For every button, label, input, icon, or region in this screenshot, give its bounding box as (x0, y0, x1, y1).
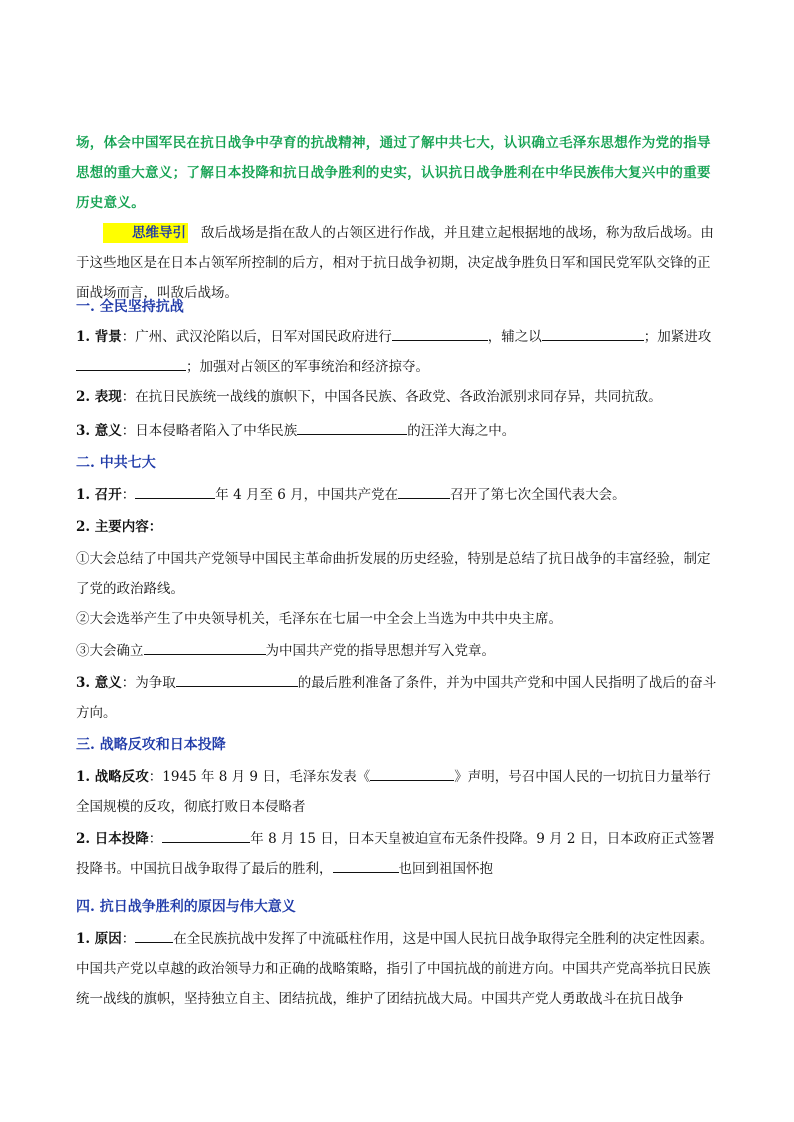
item-label: 2. 表现 (76, 389, 122, 405)
section-title-3: 三. 战略反攻和日本投降 (76, 737, 226, 753)
item-text: ；加紧进攻 (643, 329, 712, 345)
item-text: 也回到祖国怀抱 (398, 861, 493, 877)
sec2-item-convene (76, 480, 718, 510)
sec2-item-significance (76, 668, 718, 728)
thinking-guide-text: 敌后战场是指在敌人的占领区进行作战，并且建立起根据地的战场，称为敌后战场。由于这些地区是在日本占领军所控制的后方，相对于抗日战争初期，决定战争胜负日军和国民党军队交锋的正面战场而言，叫敌后战场。 (76, 225, 714, 301)
item-text: ：在抗日民族统一战线的旗帜下，中国各民族、各政党、各政治派别求同存异，共同抗敌。 (121, 389, 662, 405)
item-text: 年 4 月至 6 月，中国共产党在 (215, 487, 399, 503)
fill-blank[interactable] (333, 856, 399, 873)
item-label: 1. 召开 (76, 487, 122, 503)
fill-blank[interactable] (176, 670, 298, 687)
sec3-item-surrender (76, 824, 718, 884)
section-title-1: 一. 全民坚持抗战 (76, 299, 184, 315)
item-text: 在全民族抗战中发挥了中流砥柱作用，这是中国人民抗日战争取得完全胜利的决定性因素。中国共产党以卓越的政治领导力和正确的战略策略，指引了中国抗战的前进方向。中国共产党高举抗日民族统一战线的旗帜，坚持独立自主、团结抗战，维护了团结抗战大局。中国共产党人勇敢战斗在抗日战争 (76, 931, 714, 1007)
fill-blank[interactable] (542, 324, 644, 341)
item-text: 的汪洋大海之中。 (407, 423, 516, 439)
thinking-guide-tag: 思维导引 (103, 223, 188, 243)
sec1-item-significance (76, 416, 718, 446)
item-text: ：1945 年 8 月 9 日，毛泽东发表《 (148, 769, 371, 785)
item-text: 为中国共产党的指导思想并写入党章。 (265, 643, 495, 659)
item-label: 1. 原因 (76, 931, 122, 947)
item-label: 1. 战略反攻 (76, 769, 149, 785)
sec2-content-point-2: ②大会选举产生了中央领导机关，毛泽东在七届一中全会上当选为中共中央主席。 (76, 611, 562, 627)
fill-blank[interactable] (297, 418, 407, 435)
sec2-content-point-1: ①大会总结了中国共产党领导中国民主革命曲折发展的历史经验，特别是总结了抗日战争的丰富经验，制定了党的政治路线。 (76, 551, 711, 597)
fill-blank[interactable] (162, 826, 250, 843)
sec1-item-background (76, 322, 718, 382)
item-text: ： (121, 931, 136, 947)
fill-blank[interactable] (398, 482, 450, 499)
item-text: ： (148, 831, 163, 847)
fill-blank[interactable] (135, 482, 215, 499)
item-label: 3. 意义 (76, 675, 122, 691)
item-label: 1. 背景 (76, 329, 122, 345)
item-text: ，辅之以 (487, 329, 542, 345)
sec1-item-performance (76, 382, 718, 412)
item-text: 召开了第七次全国代表大会。 (450, 487, 626, 503)
item-label: 3. 意义 (76, 423, 122, 439)
item-text: ；加强对占领区的军事统治和经济掠夺。 (186, 359, 429, 375)
item-text: ：日本侵略者陷入了中华民族 (121, 423, 298, 439)
fill-blank[interactable] (370, 764, 454, 781)
item-label: 2. 日本投降 (76, 831, 149, 847)
fill-blank[interactable] (135, 926, 173, 943)
fill-blank[interactable] (76, 354, 186, 371)
sec2-item-content-label: 2. 主要内容： (76, 519, 163, 535)
section-title-2: 二. 中共七大 (76, 455, 156, 471)
item-text: 年 8 月 15 日，日本天皇被迫宣布无条件投降。9 月 2 日，日本政府正式签署投降书。中国抗日战争取得了最后的胜利， (76, 831, 715, 877)
item-text: ③大会确立 (76, 643, 144, 659)
sec3-item-counteroffensive (76, 762, 718, 822)
section-title-4: 四. 抗日战争胜利的原因与伟大意义 (76, 899, 296, 915)
learning-goals: 场，体会中国军民在抗日战争中孕育的抗战精神，通过了解中共七大，认识确立毛泽东思想作为党的指导思想的重大意义；了解日本投降和抗日战争胜利的史实，认识抗日战争胜利在中华民族伟大复兴中的重要历史意义。 (76, 135, 711, 211)
fill-blank[interactable] (144, 638, 266, 655)
item-text: ：广州、武汉沦陷以后，日军对国民政府进行 (121, 329, 392, 345)
item-text: 的最后胜利准备了条件，并为中国共产党和中国人民指明了战后的奋斗方向。 (76, 675, 717, 721)
fill-blank[interactable] (392, 324, 488, 341)
sec4-item-reasons (76, 924, 718, 1014)
sec2-content-point-3 (76, 636, 718, 666)
item-text: ：为争取 (121, 675, 176, 691)
item-text: 》声明，号召中国人民的一切抗日力量举行全国规模的反攻，彻底打败日本侵略者 (76, 769, 711, 815)
item-text: ： (121, 487, 136, 503)
